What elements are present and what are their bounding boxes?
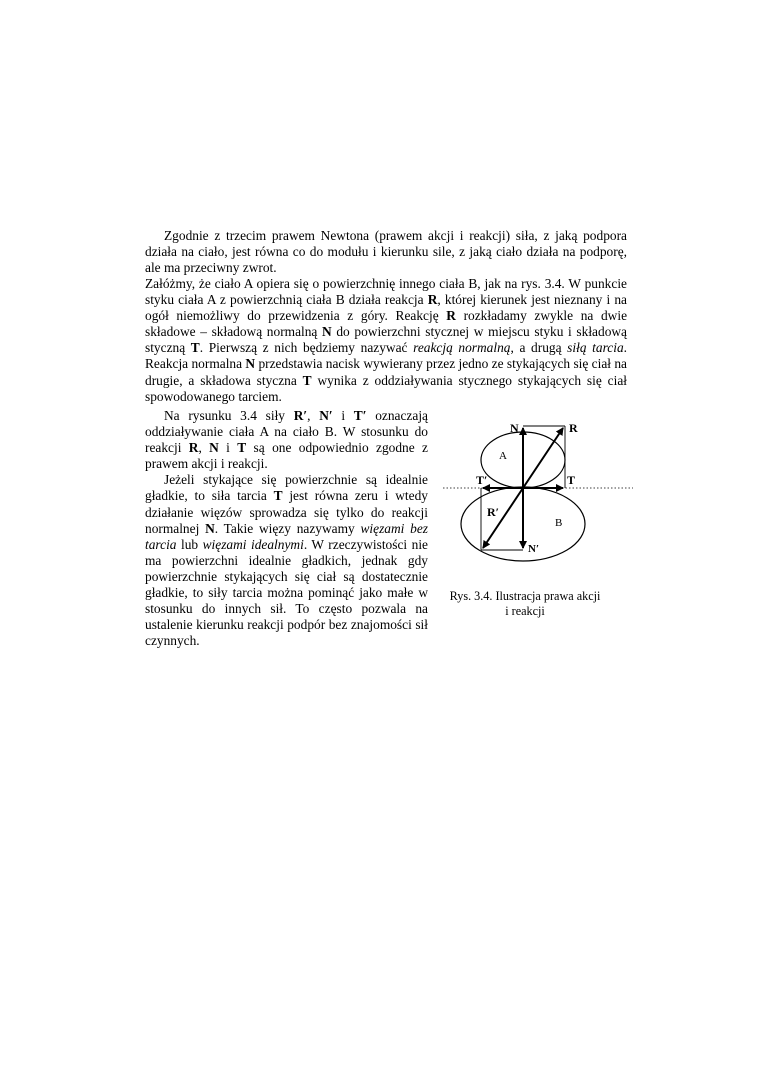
figure-caption	[436, 589, 614, 619]
symbol-T-prime: T′	[353, 408, 367, 423]
symbol-R-prime: R′	[293, 408, 308, 423]
figure-3-4	[443, 412, 633, 572]
paragraph-2-text	[145, 276, 627, 405]
text-span: wynika z oddziaływania stycznego stykających się ciał spowodowanego tarciem.	[145, 372, 627, 404]
symbol-N: N	[322, 324, 332, 340]
text-span: . W rzeczywistości nie ma powierzchni idealnie gładkich, jednak gdy powierzchnie stykających się ciał są dostatecznie gładkie, to siły tarcia można pominąć jako małe w stosunku do innych sił. To często pozwala na ustalenie kierunku reakcji podpór bez znajomości sił czynnych.	[145, 536, 428, 649]
symbol-T: T	[190, 340, 200, 356]
caption-line-1: Rys. 3.4. Ilustracja prawa akcji	[449, 589, 601, 603]
text-span: , której kierunek jest nieznany i na ogół niemożliwy do przewidzenia z góry. Reakcję	[145, 292, 627, 324]
vector-R	[523, 428, 563, 488]
paragraph-4	[145, 472, 428, 649]
symbol-N-prime: N′	[319, 408, 333, 423]
label-B: B	[555, 517, 563, 529]
text-span: , a drugą	[510, 340, 568, 356]
label-T-prime: T′	[476, 473, 488, 487]
symbol-R: R	[427, 292, 438, 308]
label-A: A	[499, 450, 507, 462]
symbol-T: T	[302, 372, 312, 388]
paragraph-2	[145, 276, 627, 405]
label-R-prime: R′	[487, 505, 500, 519]
text-span: . Takie więzy nazywamy	[214, 520, 361, 536]
symbol-T: T	[273, 488, 283, 504]
term-wiezy-idealne: więzami idealnymi	[202, 536, 304, 552]
term-wiezy-bez-tarcia: więzami bez tarcia	[145, 520, 429, 552]
narrow-column	[145, 408, 428, 649]
text-span: i	[218, 440, 238, 456]
caption-line-2: i reakcji	[505, 604, 545, 618]
text-span: Załóżmy, że ciało A opiera się o powierzchnię innego ciała B, jak na rys. 3.4. W punkcie styku ciała A z powierzchnią ciała B działa reakcja	[145, 276, 627, 308]
term-sila-tarcia: siłą tarcia	[567, 340, 624, 356]
text-span: Na rysunku 3.4 siły	[164, 408, 294, 423]
paragraph-3	[145, 408, 428, 472]
paragraph-1-text: Zgodnie z trzecim prawem Newtona (prawem akcji i reakcji) siła, z jaką podpora działa na ciało, jest równa co do modułu i kierunku sile, z jaką ciało działa na podporę, ale ma przeciwny zwrot.	[145, 228, 627, 276]
text-span: . Pierwszą z nich będziemy nazywać	[199, 340, 414, 356]
text-span: ,	[307, 408, 320, 423]
text-span: lub	[176, 536, 203, 552]
symbol-R: R	[446, 308, 456, 324]
text-span: ,	[198, 440, 210, 456]
symbol-N: N	[209, 440, 219, 456]
text-span: oznaczają oddziaływanie ciała A na ciało B. W stosunku do reakcji	[145, 408, 428, 456]
paragraph-1	[145, 228, 627, 276]
symbol-N: N	[245, 356, 256, 372]
text-span: Jeżeli stykające się powierzchnie są idealnie gładkie, to siła tarcia	[145, 472, 428, 504]
text-span: jest równa zeru i wtedy działanie więzów sprowadza się tylko do reakcji normalnej	[145, 488, 428, 536]
text-span: do powierzchni stycznej w miejscu styku i składową styczną	[145, 324, 627, 356]
text-span: . Reakcja normalna	[145, 340, 627, 372]
label-N: N	[510, 421, 519, 435]
label-R: R	[569, 421, 578, 435]
text-span: rozkładamy zwykle na dwie składowe – składową normalną	[145, 308, 628, 340]
force-diagram	[443, 412, 633, 572]
symbol-R: R	[188, 440, 199, 456]
symbol-T: T	[237, 440, 247, 456]
text-span: są one odpowiednio zgodne z prawem akcji i reakcji.	[145, 440, 428, 472]
text-span: przedstawia nacisk wywierany przez jedno ze stykających się ciał na drugie, a składowa styczna	[145, 356, 628, 388]
label-T: T	[567, 473, 576, 487]
symbol-N: N	[205, 520, 215, 536]
term-reakcja-normalna: reakcją normalną	[413, 340, 511, 356]
label-N-prime: N′	[528, 543, 540, 555]
text-span: i	[332, 408, 354, 423]
